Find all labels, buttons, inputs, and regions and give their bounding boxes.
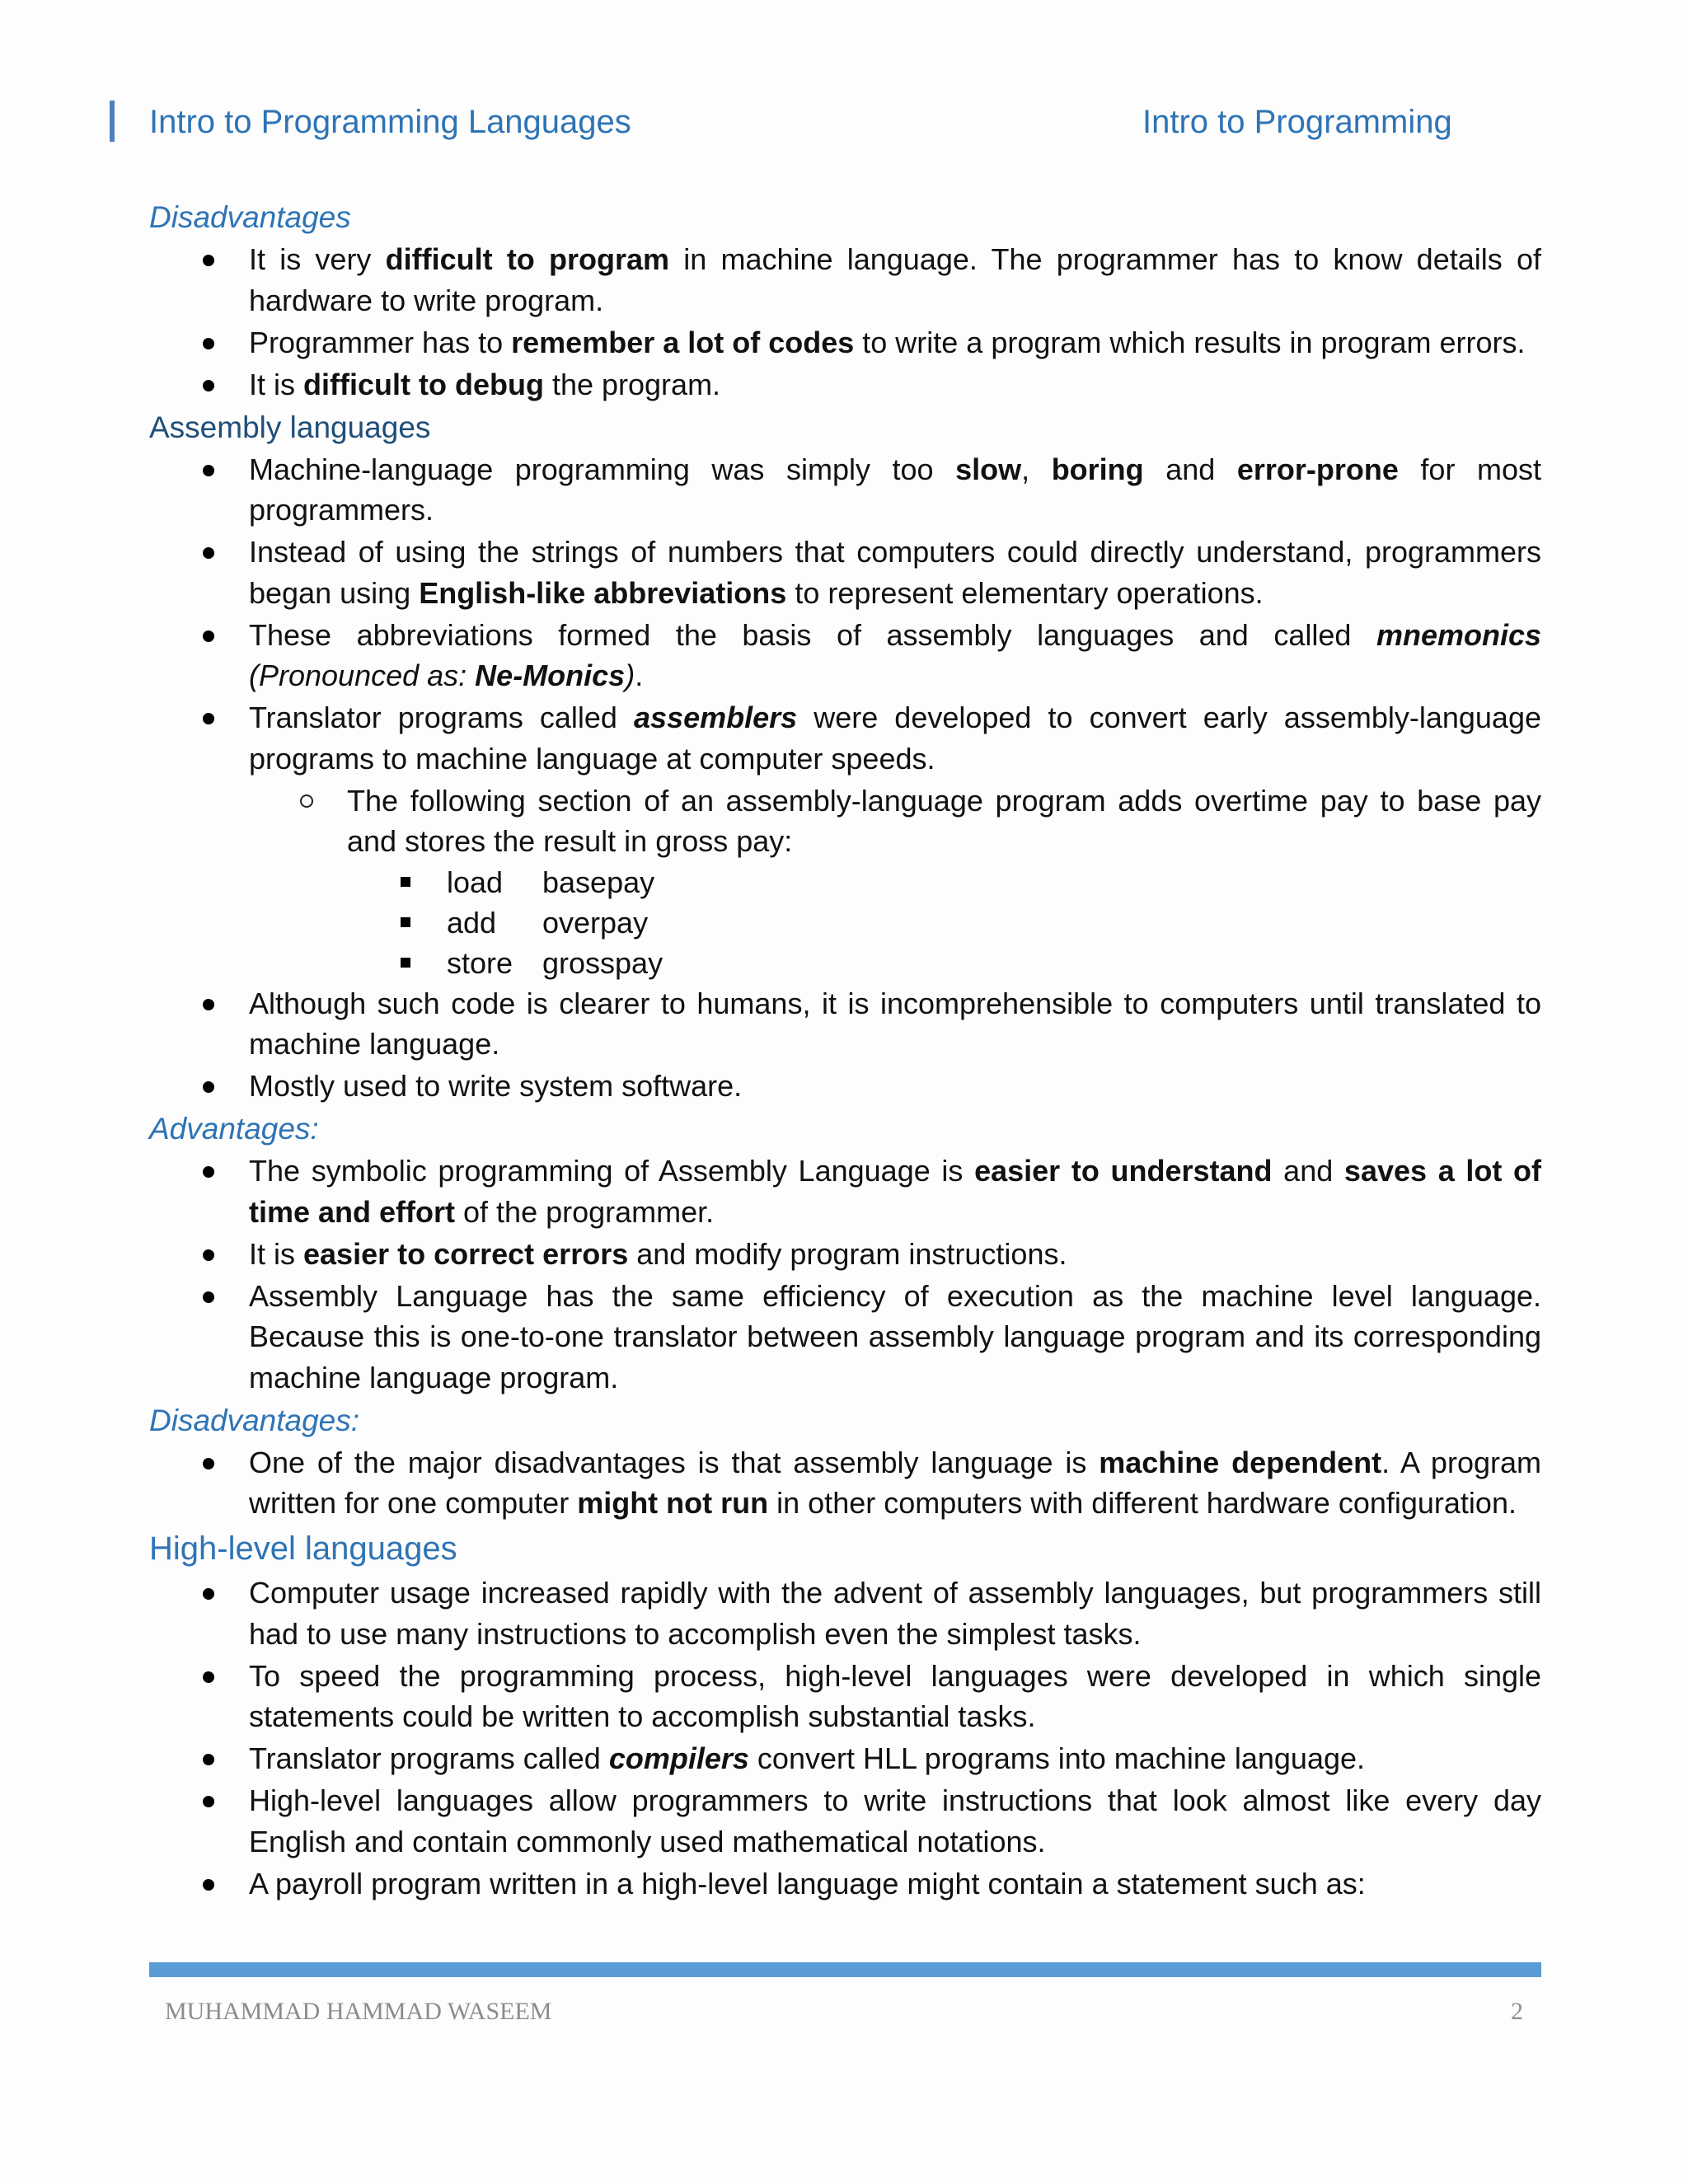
document-body <box>149 196 1541 1905</box>
list-item: Machine-language programming was simply too slow, boring and error-prone for most programmers. <box>149 449 1541 531</box>
list-disadvantages-assembly <box>149 1442 1541 1524</box>
list-item: A payroll program written in a high-level language might contain a statement such as: <box>149 1863 1541 1905</box>
footer-author: MUHAMMAD HAMMAD WASEEM <box>165 1998 552 2025</box>
header-accent-bar <box>110 101 115 142</box>
list-item: These abbreviations formed the basis of assembly languages and called mnemonics (Pronounced as: Ne-Monics). <box>149 615 1541 696</box>
list-item: It is very difficult to program in machine language. The programmer has to know details of hardware to write program. <box>149 239 1541 321</box>
list-item: Translator programs called assemblers were developed to convert early assembly-language programs to machine language at computer speeds. <box>149 697 1541 779</box>
list-item: Instead of using the strings of numbers that computers could directly understand, programmers began using English-like abbreviations to represent elementary operations. <box>149 532 1541 613</box>
list-item: Mostly used to write system software. <box>149 1066 1541 1107</box>
footer-rule <box>149 1962 1541 1977</box>
list-item: It is difficult to debug the program. <box>149 364 1541 405</box>
header-right-title: Intro to Programming <box>1142 104 1452 140</box>
list-item: The symbolic programming of Assembly Language is easier to understand and saves a lot of time and effort of the programmer. <box>149 1151 1541 1232</box>
heading-disadvantages-machine: Disadvantages <box>149 200 351 234</box>
list-item: High-level languages allow programmers to write instructions that look almost like every day English and contain commonly used mathematical notations. <box>149 1780 1541 1862</box>
list-item: It is easier to correct errors and modify program instructions. <box>149 1234 1541 1275</box>
sub-list-item: The following section of an assembly-language program adds overtime pay to base pay and stores the result in gross pay: <box>149 780 1541 862</box>
list-advantages <box>149 1151 1541 1398</box>
list-item: Although such code is clearer to humans, it is incomprehensible to computers until translated to machine language. <box>149 983 1541 1065</box>
list-item: Computer usage increased rapidly with the advent of assembly languages, but programmers still had to use many instructions to accomplish even the simplest tasks. <box>149 1572 1541 1654</box>
list-item: Programmer has to remember a lot of codes to write a program which results in program errors. <box>149 322 1541 363</box>
heading-assembly-languages: Assembly languages <box>149 410 431 444</box>
list-item: To speed the programming process, high-level languages were developed in which single statements could be written to accomplish substantial tasks. <box>149 1656 1541 1737</box>
list-disadvantages-machine <box>149 239 1541 405</box>
code-line: store grosspay <box>149 943 1541 983</box>
list-assembly <box>149 449 1541 1107</box>
code-line: add overpay <box>149 902 1541 943</box>
page-number: 2 <box>1511 1998 1523 2025</box>
list-item: Translator programs called compilers convert HLL programs into machine language. <box>149 1738 1541 1779</box>
list-item: Assembly Language has the same efficiency of execution as the machine level language. Because this is one-to-one translator between assembly language program and its corresponding machine language program. <box>149 1276 1541 1399</box>
heading-high-level-languages: High-level languages <box>149 1530 457 1567</box>
list-item: One of the major disadvantages is that assembly language is machine dependent. A program written for one computer might not run in other computers with different hardware configuration. <box>149 1442 1541 1524</box>
list-high-level <box>149 1572 1541 1904</box>
heading-disadvantages-assembly: Disadvantages: <box>149 1403 360 1437</box>
header-left-title: Intro to Programming Languages <box>149 104 631 140</box>
heading-advantages: Advantages: <box>149 1112 319 1146</box>
code-line: load basepay <box>149 862 1541 902</box>
